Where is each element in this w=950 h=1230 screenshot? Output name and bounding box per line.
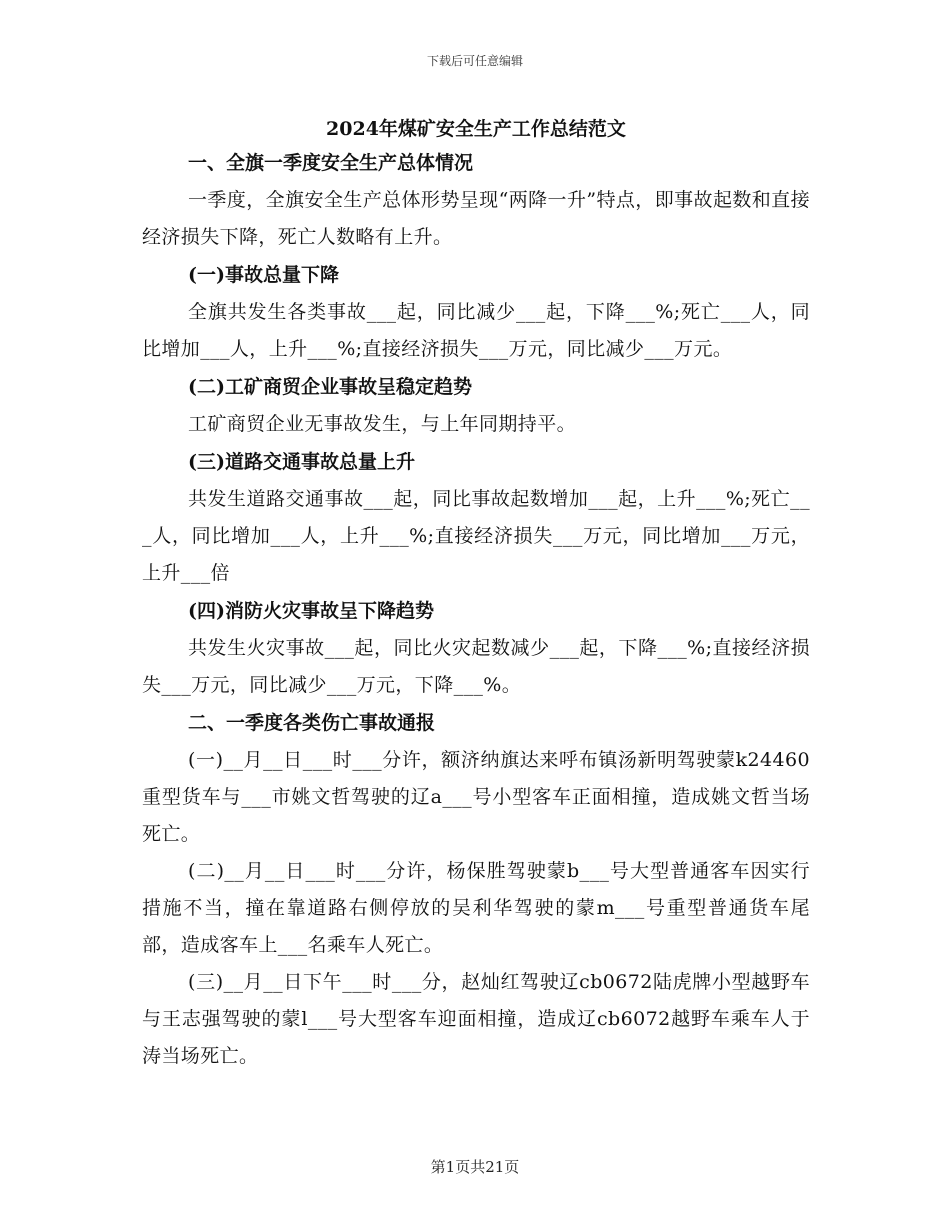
document-body [142,114,810,1075]
paragraph-road-traffic: 共发生道路交通事故___起，同比事故起数增加___起，上升___%;死亡___人，同比增加___人，上升___%;直接经济损失___万元，同比增加___万元，上升___倍 [142,488,810,584]
page-number: 第1页共21页 [430,1158,520,1176]
page-header-note: 下载后可任意编辑 [426,54,523,68]
section-1-intro: 一季度，全旗安全生产总体形势呈现“两降一升”特点，即事故起数和直接经济损失下降，死亡人数略有上升。 [142,189,810,248]
paragraph-accident-total: 全旗共发生各类事故___起，同比减少___起，下降___%;死亡___人，同比增加___人，上升___%;直接经济损失___万元，同比减少___万元。 [142,301,810,360]
section-heading-1: 一、全旗一季度安全生产总体情况 [188,152,474,174]
incident-item-1: (一)__月__日___时___分许，额济纳旗达来呼布镇汤新明驾驶蒙k24460重型货车与___市姚文哲驾驶的辽a___号小型客车正面相撞，造成姚文哲当场死亡。 [142,749,810,845]
paragraph-fire: 共发生火灾事故___起，同比火灾起数减少___起，下降___%;直接经济损失___万元，同比减少___万元，下降___%。 [142,637,810,696]
incident-item-3: (三)__月__日下午___时___分，赵灿红驾驶辽cb0672陆虎牌小型越野车与王志强驾驶的蒙l___号大型客车迎面相撞，造成辽cb6072越野车乘车人于涛当场死亡。 [142,971,810,1067]
paragraph-industrial: 工矿商贸企业无事故发生，与上年同期持平。 [188,413,577,435]
section-heading-2: 二、一季度各类伤亡事故通报 [188,712,436,734]
subheading-industrial: (二)工矿商贸企业事故呈稳定趋势 [188,376,472,398]
subheading-accident-total: (一)事故总量下降 [188,264,339,286]
document-title: 2024年煤矿安全生产工作总结范文 [326,118,626,140]
incident-item-2: (二)__月__日___时___分许，杨保胜驾驶蒙b___号大型普通客车因实行措施不当，撞在靠道路右侧停放的吴利华驾驶的蒙m___号重型普通货车尾部，造成客车上___名乘车人死亡。 [142,860,810,956]
subheading-fire: (四)消防火灾事故呈下降趋势 [188,600,434,622]
subheading-road-traffic: (三)道路交通事故总量上升 [188,451,415,473]
